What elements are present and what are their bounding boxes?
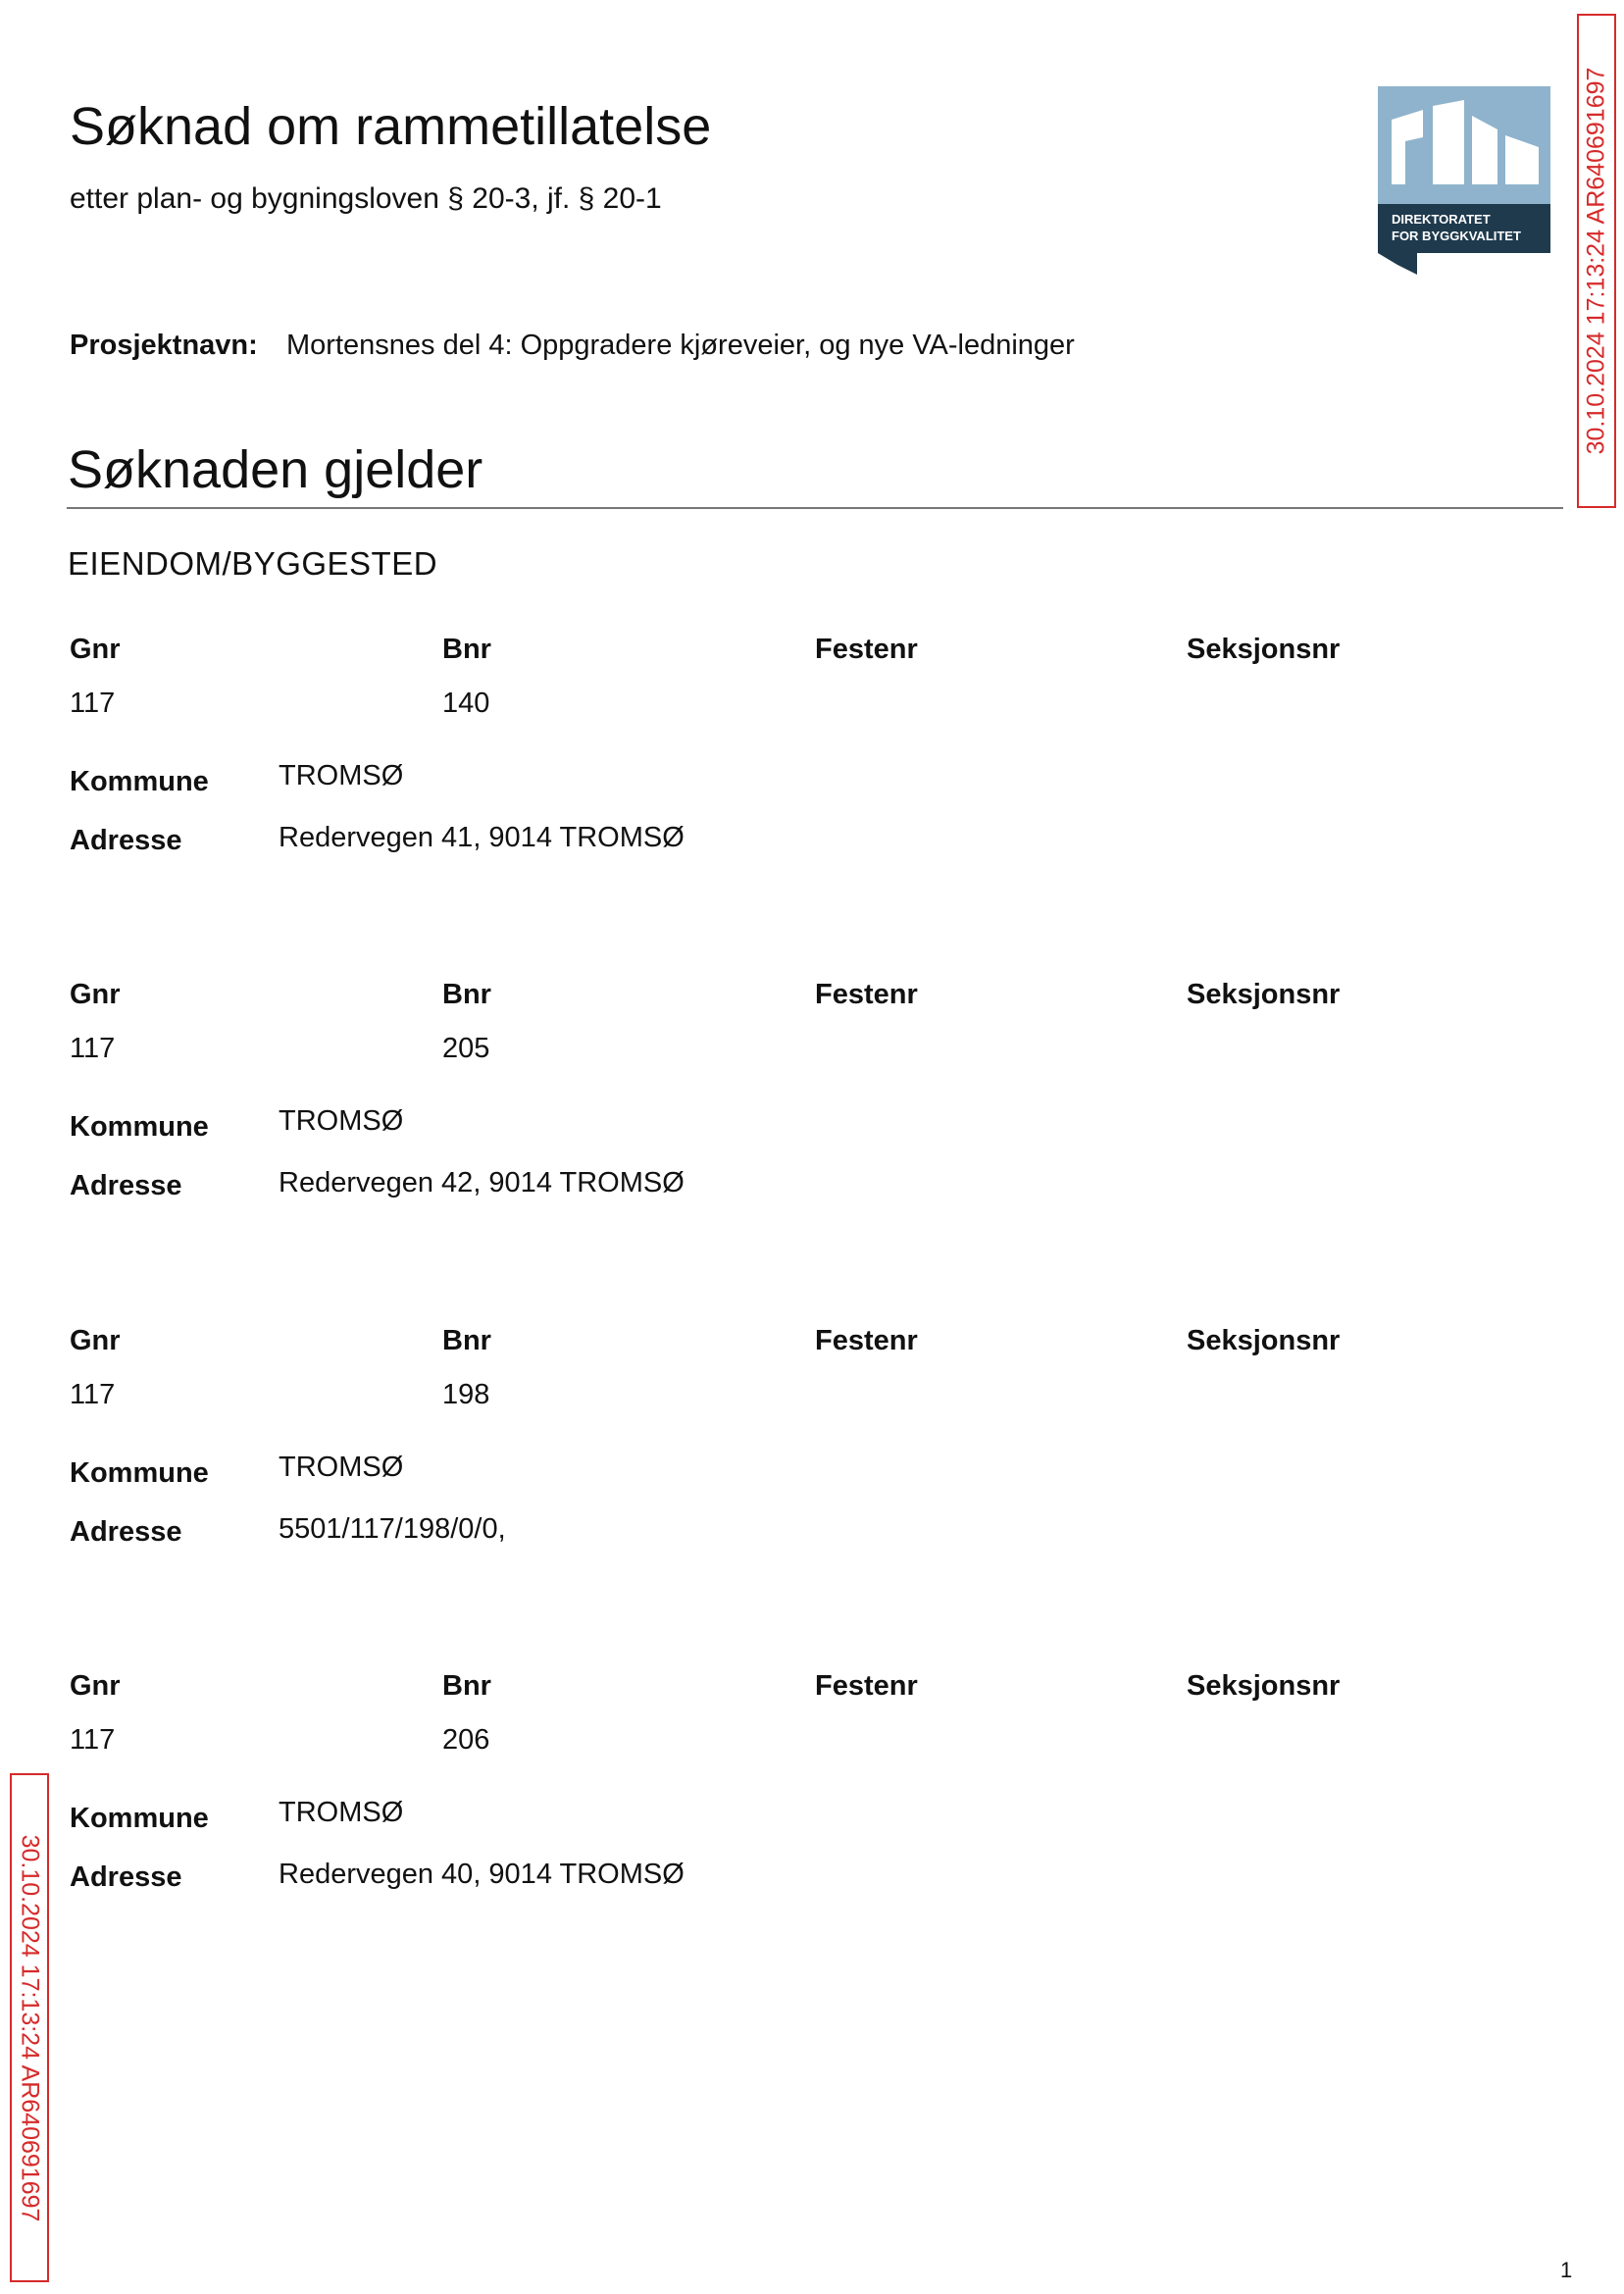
kommune-value: TROMSØ (279, 760, 404, 791)
stamp-text: 30.10.2024 17:13:24 AR640691697 (1582, 67, 1610, 455)
adresse-label: Adresse (70, 1861, 182, 1893)
project-name-label: Prosjektnavn: (70, 330, 258, 361)
festenr-label: Festenr (815, 979, 918, 1010)
page-number: 1 (1560, 2258, 1573, 2282)
adresse-label: Adresse (70, 1170, 182, 1201)
property-block (70, 634, 1560, 908)
gnr-value: 117 (70, 1379, 116, 1410)
received-stamp-right (1577, 14, 1616, 508)
adresse-value: Redervegen 41, 9014 TROMSØ (279, 822, 685, 853)
document-subtitle: etter plan- og bygningsloven § 20-3, jf. § 20-1 (70, 182, 662, 215)
bnr-value: 206 (442, 1724, 490, 1756)
adresse-label: Adresse (70, 825, 182, 856)
bnr-label: Bnr (442, 1325, 491, 1356)
seksjonsnr-label: Seksjonsnr (1187, 634, 1341, 665)
logo-text-line2: FOR BYGGKVALITET (1392, 229, 1521, 243)
logo-text-line1: DIREKTORATET (1392, 212, 1491, 227)
property-block (70, 1670, 1560, 1945)
gnr-value: 117 (70, 1033, 116, 1064)
gnr-label: Gnr (70, 634, 121, 665)
gnr-label: Gnr (70, 1670, 121, 1702)
kommune-label: Kommune (70, 1111, 209, 1143)
section-divider (67, 507, 1563, 509)
seksjonsnr-label: Seksjonsnr (1187, 1325, 1341, 1356)
bnr-label: Bnr (442, 1670, 491, 1702)
festenr-label: Festenr (815, 1670, 918, 1702)
bnr-value: 198 (442, 1379, 490, 1410)
adresse-value: Redervegen 42, 9014 TROMSØ (279, 1167, 685, 1198)
seksjonsnr-label: Seksjonsnr (1187, 1670, 1341, 1702)
property-block (70, 979, 1560, 1253)
project-name-value: Mortensnes del 4: Oppgradere kjøreveier, og nye VA-ledninger (286, 330, 1075, 361)
adresse-label: Adresse (70, 1516, 182, 1548)
stamp-text: 30.10.2024 17:13:24 AR640691697 (16, 1834, 44, 2221)
festenr-label: Festenr (815, 1325, 918, 1356)
property-block (70, 1325, 1560, 1600)
seksjonsnr-label: Seksjonsnr (1187, 979, 1341, 1010)
gnr-label: Gnr (70, 1325, 121, 1356)
festenr-label: Festenr (815, 634, 918, 665)
bnr-value: 140 (442, 688, 490, 719)
section-title: Søknaden gjelder (68, 440, 483, 499)
received-stamp-left (10, 1773, 49, 2282)
document-title: Søknad om rammetillatelse (70, 97, 712, 156)
adresse-value: 5501/117/198/0/0, (279, 1513, 506, 1545)
kommune-label: Kommune (70, 1803, 209, 1834)
kommune-value: TROMSØ (279, 1105, 404, 1137)
bnr-label: Bnr (442, 634, 491, 665)
dibk-logo-icon (1378, 86, 1550, 275)
kommune-label: Kommune (70, 1457, 209, 1489)
gnr-label: Gnr (70, 979, 121, 1010)
adresse-value: Redervegen 40, 9014 TROMSØ (279, 1859, 685, 1890)
kommune-value: TROMSØ (279, 1452, 404, 1483)
dibk-logo (1378, 86, 1550, 275)
gnr-value: 117 (70, 688, 116, 719)
kommune-label: Kommune (70, 766, 209, 797)
kommune-value: TROMSØ (279, 1797, 404, 1828)
bnr-label: Bnr (442, 979, 491, 1010)
property-subheading: EIENDOM/BYGGESTED (68, 545, 438, 582)
gnr-value: 117 (70, 1724, 116, 1756)
bnr-value: 205 (442, 1033, 490, 1064)
